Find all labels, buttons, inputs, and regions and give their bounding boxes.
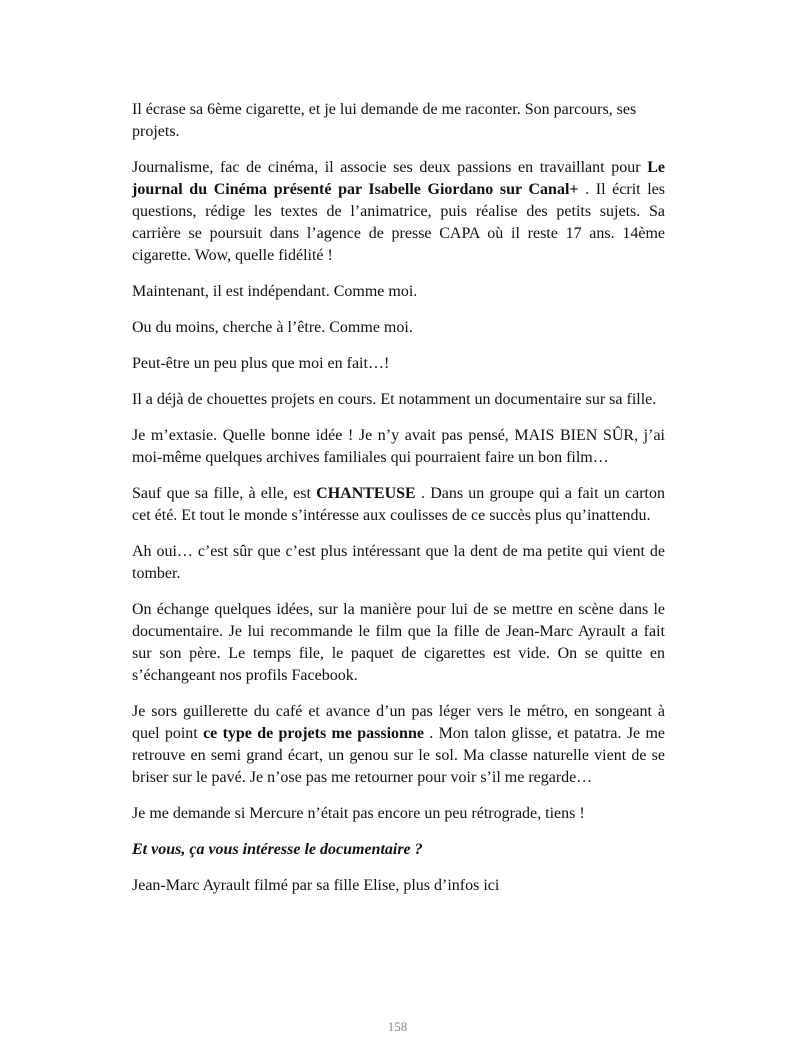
paragraph-8-post: . Dans un groupe qui a fait un carton cet été. Et tout le monde s’intéresse aux coulisses de ce succès plus qu’inattendu.	[132, 485, 665, 524]
paragraph-11-bold: ce type de projets me passionne	[203, 725, 424, 742]
page-number: 158	[387, 1019, 408, 1034]
page-content	[132, 99, 665, 911]
paragraph-4-text: Ou du moins, cherche à l’être. Comme moi.	[132, 319, 413, 336]
paragraph-5	[132, 353, 665, 375]
paragraph-3	[132, 281, 665, 303]
paragraph-11	[132, 701, 665, 789]
paragraph-13	[132, 839, 665, 861]
paragraph-10-text: On échange quelques idées, sur la manière pour lui de se mettre en scène dans le documentaire. Je lui recommande le film que la fille de Jean-Marc Ayrault a fait sur son père. Le temps file, le paquet de cigarettes est vide. On se quitte en s’échangeant nos profils Facebook.	[132, 601, 665, 684]
paragraph-9	[132, 541, 665, 585]
paragraph-8	[132, 483, 665, 527]
paragraph-14-text: Jean-Marc Ayrault filmé par sa fille Elise, plus d’infos ici	[132, 877, 500, 894]
paragraph-11-pre: Je sors guillerette du café et avance d’un pas léger vers le métro, en songeant à quel point	[132, 703, 665, 742]
paragraph-8-bold: CHANTEUSE	[316, 485, 416, 502]
paragraph-5-text: Peut-être un peu plus que moi en fait…!	[132, 355, 390, 372]
paragraph-2-pre: Journalisme, fac de cinéma, il associe ses deux passions en travaillant pour	[132, 159, 648, 176]
paragraph-2-post: . Il écrit les questions, rédige les textes de l’animatrice, puis réalise des petits sujets. Sa carrière se poursuit dans l’agence de presse CAPA où il reste 17 ans. 14ème cigarette. Wow, quelle fidélité !	[132, 181, 666, 264]
paragraph-6	[132, 389, 665, 411]
paragraph-1	[132, 99, 665, 143]
paragraph-6-text: Il a déjà de chouettes projets en cours. Et notamment un documentaire sur sa fille.	[132, 391, 657, 408]
paragraph-2	[132, 157, 665, 267]
paragraph-7-text: Je m’extasie. Quelle bonne idée ! Je n’y avait pas pensé, MAIS BIEN SÛR, j’ai moi-même quelques archives familiales qui pourraient faire un bon film…	[132, 427, 665, 466]
paragraph-1-text: Il écrase sa 6ème cigarette, et je lui demande de me raconter. Son parcours, ses projets.	[132, 101, 637, 140]
paragraph-8-pre: Sauf que sa fille, à elle, est	[132, 485, 317, 502]
paragraph-2-bold: Le journal du Cinéma présenté par Isabelle Giordano sur Canal+	[132, 159, 665, 198]
paragraph-14	[132, 875, 665, 897]
paragraph-10	[132, 599, 665, 687]
paragraph-4	[132, 317, 665, 339]
paragraph-9-text: Ah oui… c’est sûr que c’est plus intéressant que la dent de ma petite qui vient de tomber.	[132, 543, 665, 582]
paragraph-7	[132, 425, 665, 469]
paragraph-11-post: . Mon talon glisse, et patatra. Je me retrouve en semi grand écart, un genou sur le sol. Ma classe naturelle vient de se briser sur le pavé. Je n’ose pas me retourner pour voir s’il me regarde…	[132, 725, 666, 786]
paragraph-13-question: Et vous, ça vous intéresse le documentaire ?	[132, 841, 423, 858]
paragraph-3-text: Maintenant, il est indépendant. Comme moi.	[132, 283, 418, 300]
paragraph-12	[132, 803, 665, 825]
paragraph-12-text: Je me demande si Mercure n’était pas encore un peu rétrograde, tiens !	[132, 805, 585, 822]
